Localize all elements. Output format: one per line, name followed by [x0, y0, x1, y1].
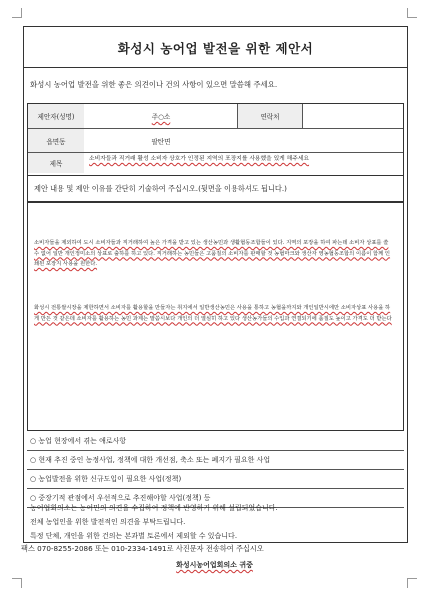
fax-instruction: 팩스 070-8255-2086 또는 010-2334-1491로 사진문자 전송하여 주십시오	[21, 544, 264, 553]
recipient-signature: 화성시농어업회의소 귀중	[176, 561, 253, 569]
proposer-value[interactable]: 주○소	[151, 113, 171, 121]
topic-item: ○ 현재 추진 중인 농정사업, 정책에 대한 개선점, 축소 또는 폐지가 필요한 사업	[27, 451, 404, 470]
crop-mark-top-left	[12, 8, 22, 18]
eup-label: 읍면동	[28, 129, 84, 152]
footnote-line: 특정 단체, 개인을 위한 건의는 본과별 토론에서 제외할 수 있습니다.	[30, 532, 238, 540]
topic-item: ○ 농업발전을 위한 신규도입이 필요한 사업(정책)	[27, 470, 404, 489]
intro-text: 화성시 농어업 발전을 위한 좋은 의견이나 건의 사항이 있으면 말씀해 주세요.	[30, 80, 278, 89]
contact-label: 연락처	[238, 104, 302, 128]
footnote-line: 농어업회의소는 농어민의 의견을 수집하여 정책에 반영하기 위해 설립되었습니다.	[30, 504, 278, 512]
topic-item: ○ 농업 현장에서 겪는 애로사항	[27, 432, 404, 451]
proposer-label: 제안자(성명)	[28, 104, 84, 128]
subject-value[interactable]: 소비자들과 직거래 활성 소비자 상호가 인정된 지역의 포장지를 사용했을 있게 해주세요	[89, 156, 310, 162]
crop-mark-top-right	[407, 8, 417, 18]
eup-value[interactable]: 팔탄면	[151, 137, 171, 146]
crop-mark-bottom-left	[12, 578, 22, 588]
topic-item: ○ 중장기적 관점에서 우선적으로 추진해야할 사업(정책) 등	[27, 489, 404, 508]
form-title: 화성시 농어업 발전을 위한 제안서	[117, 41, 314, 56]
footnote-line: 전체 농업인을 위한 발전적인 의견을 부탁드립니다.	[30, 518, 186, 526]
guide-divider	[28, 201, 403, 202]
subject-label: 제목	[28, 153, 84, 173]
title-divider	[24, 67, 407, 68]
contact-value[interactable]	[303, 104, 405, 128]
proposal-form	[23, 26, 408, 543]
content-guide: 제안 내용 및 제안 이유를 간단히 기술하여 주십시오.(뒷면을 이용하셔도 됩니다.)	[34, 184, 287, 193]
topic-list	[27, 432, 404, 508]
footnote	[30, 501, 278, 543]
crop-mark-bottom-right	[407, 578, 417, 588]
content-paragraph-1[interactable]: 소비자들을 제외하여 도시 소비자들과 직거래하여 높은 가격을 받고 있는 생산농민과 생활협동조합들이 있다. 지역의 포장을 하여 파는데 소비자 상표를 쓸 수 없어 일반 개인정미소의 상표로 출하를 하고 있다. 직거래하는 농민들은 고품질의 소비자를 판매할 것 농협마크와 생산자 영농협동조합의 이름이 함께 인쇄된 포장지 사용을 원한다.	[34, 240, 391, 267]
content-box	[27, 175, 404, 431]
content-paragraph-2[interactable]: 화성시 전통쌀시장을 제한하면서 소비자를 활용할을 만들자는 취지에서 일반생산농민은 사용을 통하고 농협을까지와 개인일반시에만 소비자상표 사용을 하게 만든 것 같은데 소비자를 활용하는 농민 과제는 말씀시보다 개인의 더 열심히 하고 있다 생산농가들의 수입과 연결되기에 품질도 높이고 가격도 더 받는다	[34, 305, 392, 322]
